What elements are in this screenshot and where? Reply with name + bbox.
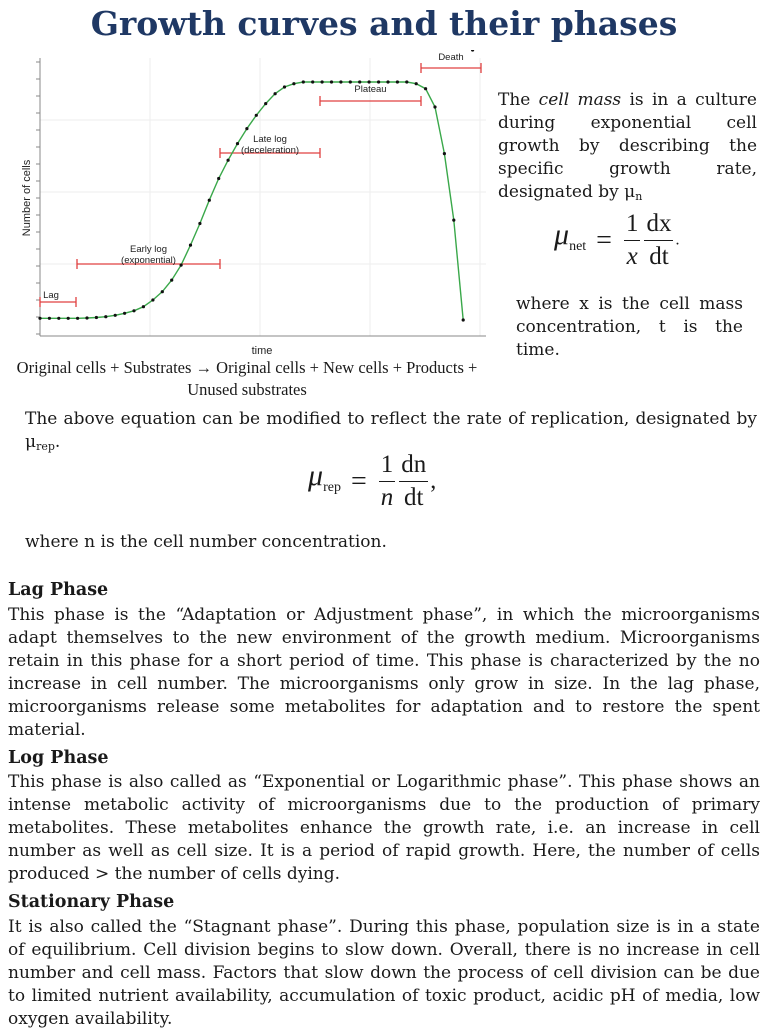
y-axis-ticks: [36, 62, 40, 334]
curve-point: [321, 80, 324, 83]
intro-text-2: is in a culture during exponential cell growth by describing the specific growth rate, designated by μ: [498, 90, 757, 202]
curve-point: [311, 80, 314, 83]
curve-point: [349, 80, 352, 83]
curve-point: [274, 92, 277, 95]
phase-lag: [40, 290, 76, 307]
curve-point: [330, 80, 333, 83]
curve-point: [255, 114, 258, 117]
cell-number-paragraph: where n is the cell number concentration.: [25, 532, 387, 552]
curve-point: [452, 219, 455, 222]
phase-early-log: [77, 244, 220, 269]
curve-point: [161, 290, 164, 293]
page-title: Growth curves and their phases: [90, 4, 678, 43]
curve-point: [283, 85, 286, 88]
x-axis-label: time: [251, 345, 273, 356]
curve-point: [180, 264, 183, 267]
variables-paragraph: where x is the cell mass concentration, t is the time.: [516, 294, 743, 360]
curve-point: [339, 80, 342, 83]
curve-point: [368, 80, 371, 83]
curve-point: [227, 159, 230, 162]
curve-point: [377, 80, 380, 83]
eq2-subscript: rep: [323, 480, 341, 496]
curve-point: [114, 314, 117, 317]
growth-curve-points: [38, 50, 474, 322]
phase-late-log: [220, 134, 320, 158]
curve-point: [95, 316, 98, 319]
reaction-line-2: Unused substrates: [187, 380, 307, 399]
lag-phase-body: This phase is the “Adaptation or Adjustment phase”, in which the microorganisms adapt themselves to the new environment of the growth medium. Microorganisms retain in this phase for a short period of time. This phase is characterized by the no increase in cell number. The microorganisms only grow in size. In the lag phase, microorganisms release some metabolites for adaptation and to restore the spent material.: [8, 605, 760, 740]
stationary-phase-heading: Stationary Phase: [8, 892, 175, 912]
curve-point: [386, 80, 389, 83]
curve-point: [396, 80, 399, 83]
specific-growth-rate-equation: μnet = $\frac{1}{x}$ $\frac{dx}{dt}$ .: [554, 210, 680, 270]
curve-point: [132, 309, 135, 312]
phase-label: Lag: [43, 290, 59, 301]
curve-point: [245, 127, 248, 130]
curve-point: [151, 298, 154, 301]
intro-paragraph: [498, 89, 757, 208]
curve-point: [189, 244, 192, 247]
log-phase-body: This phase is also called as “Exponential or Logarithmic phase”. This phase shows an intense metabolic activity of microorganisms due to the production of primary metabolites. These metabolites enhance the growth rate, i.e. an increase in cell number as well as cell size. It is a period of rapid growth. Here, the number of cells produced > the number of cells dying.: [8, 772, 760, 884]
phase-label: Plateau: [354, 84, 387, 95]
curve-point: [217, 177, 220, 180]
phase-label: Late log: [253, 134, 287, 145]
curve-point: [236, 142, 239, 145]
phase-sublabel: (deceleration): [240, 145, 300, 156]
curve-point: [292, 82, 295, 85]
eq1-subscript: net: [569, 239, 587, 255]
curve-point: [48, 317, 51, 320]
eq2-tail: ,: [430, 468, 437, 494]
curve-point: [462, 318, 465, 321]
stationary-phase-body: It is also called the “Stagnant phase”. During this phase, population size is in a state of equilibrium. Cell division begins to slow down. Overall, there is no increase in cell number and cell mass. Factors that slow down the process of cell division can be due to limited nutrient availability, accumulation of toxic product, acidic pH of media, low oxygen availability.: [8, 917, 760, 1029]
curve-point: [415, 82, 418, 85]
eq2-mu: μ: [308, 459, 324, 493]
curve-point: [76, 317, 79, 320]
curve-point: [302, 80, 305, 83]
lag-phase-heading: Lag Phase: [8, 580, 109, 600]
eq1-denominator: dt: [649, 243, 669, 270]
eq1-tail: .: [675, 231, 680, 249]
curve-point: [104, 315, 107, 318]
curve-point: [424, 87, 427, 90]
curve-point: [123, 312, 126, 315]
curve-point: [405, 80, 408, 83]
y-axis-label: Number of cells: [21, 159, 33, 237]
reaction-line-1: Original cells + Substrates → Original cells + New cells + Products +: [16, 358, 478, 377]
log-phase-heading: Log Phase: [8, 748, 109, 768]
curve-point: [142, 305, 145, 308]
eq1-mu: μ: [554, 218, 570, 252]
curve-point: [57, 317, 60, 320]
curve-point: [471, 50, 474, 52]
phase-label: Early log: [130, 244, 167, 255]
curve-point: [433, 105, 436, 108]
replication-text: The above equation can be modified to reflect the rate of replication, designated by μ: [25, 409, 757, 452]
curve-point: [198, 222, 201, 225]
replication-subscript: rep: [36, 440, 55, 453]
curve-point: [443, 152, 446, 155]
curve-point: [208, 199, 211, 202]
reaction-equation: [0, 357, 494, 401]
curve-point: [264, 102, 267, 105]
intro-mu-subscript: n: [635, 190, 643, 203]
curve-point: [85, 316, 88, 319]
intro-cell-mass: cell mass: [538, 90, 622, 110]
chart-grid: [40, 58, 486, 336]
replication-tail: .: [54, 432, 61, 452]
growth-curve-chart: [0, 50, 494, 356]
curve-point: [67, 317, 70, 320]
curve-point: [358, 80, 361, 83]
eq1-numerator: dx: [644, 210, 673, 241]
eq2-numerator: dn: [399, 451, 428, 482]
phase-death: [421, 52, 481, 73]
eq2-denominator: dt: [404, 484, 424, 511]
growth-curve-line: [40, 82, 463, 320]
curve-point: [38, 317, 41, 320]
replication-rate-equation: μrep = $\frac{1}{n}$ $\frac{dn}{dt}$ ,: [308, 451, 437, 511]
intro-text-1: The: [498, 90, 539, 110]
phase-label: Death: [438, 52, 464, 63]
curve-point: [170, 279, 173, 282]
phase-sublabel: (exponential): [121, 255, 176, 266]
